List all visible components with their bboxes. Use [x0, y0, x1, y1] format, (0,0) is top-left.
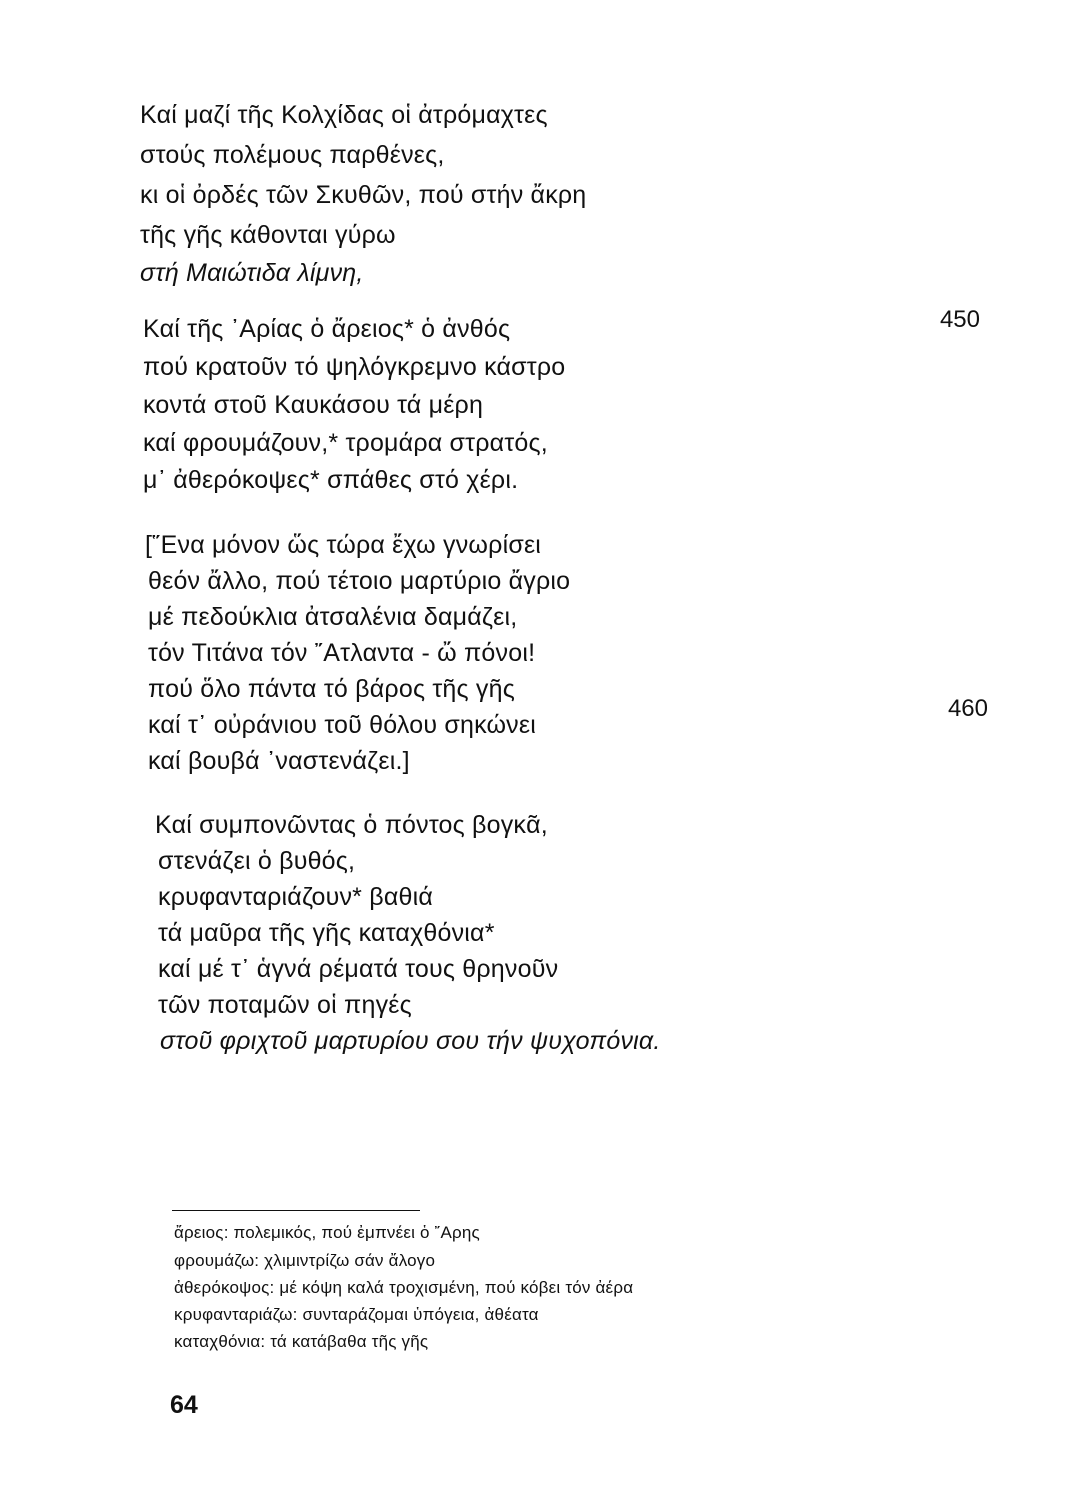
verse-line: πού ὅλο πάντα τό βάρος τῆς γῆς: [148, 675, 515, 703]
verse-line: στοῦ φριχτοῦ μαρτυρίου σου τήν ψυχοπόνια.: [160, 1027, 661, 1055]
verse-line: στενάζει ὁ βυθός,: [158, 847, 356, 875]
verse-line: καί μέ τ᾿ ἁγνά ρέματά τους θρηνοῦν: [158, 955, 559, 983]
verse-line: τά μαῦρα τῆς γῆς καταχθόνια*: [158, 919, 495, 947]
verse-line: καί φρουμάζουν,* τρομάρα στρατός,: [143, 429, 548, 457]
footnote: ἄρειος: πολεμικός, πού ἐμπνέει ὁ ῎Αρης: [174, 1223, 480, 1242]
verse-line: τῶν ποταμῶν οἱ πηγές: [158, 991, 412, 1019]
footnote: ἀθερόκοψος: μέ κόψη καλά τροχισμένη, πού κόβει τόν ἀέρα: [174, 1278, 634, 1297]
verse-line: τῆς γῆς κάθονται γύρω: [140, 221, 396, 249]
verse-line: θεόν ἄλλο, πού τέτοιο μαρτύριο ἄγριο: [148, 567, 571, 595]
verse-line: κοντά στοῦ Καυκάσου τά μέρη: [143, 391, 484, 419]
verse-line: Καί συμπονῶντας ὁ πόντος βογκᾶ,: [155, 811, 548, 839]
footnote-rule: [172, 1210, 420, 1211]
verse-line: καί τ᾿ οὐράνιου τοῦ θόλου σηκώνει: [148, 711, 536, 739]
verse-line: στούς πολέμους παρθένες,: [140, 141, 445, 169]
verse-line: τόν Τιτάνα τόν ῎Ατλαντα - ὤ πόνοι!: [148, 639, 536, 667]
footnote: καταχθόνια: τά κατάβαθα τῆς γῆς: [174, 1332, 429, 1351]
verse-line: Καί τῆς ᾿Αρίας ὁ ἄρειος* ὁ ἀνθός: [143, 315, 511, 343]
page-number: 64: [170, 1391, 198, 1419]
footnote: φρουμάζω: χλιμιντρίζω σάν ἄλογο: [174, 1251, 436, 1270]
line-number: 450: [939, 306, 980, 333]
verse-line: στή Μαιώτιδα λίμνη,: [140, 259, 364, 287]
verse-line: κι οἱ ὀρδές τῶν Σκυθῶν, πού στήν ἄκρη: [140, 181, 587, 209]
verse-line: μ᾿ ἀθερόκοψες* σπάθες στό χέρι.: [143, 466, 519, 494]
verse-line: Καί μαζί τῆς Κολχίδας οἱ ἀτρόμαχτες: [140, 101, 548, 129]
verse-line: [῞Ενα μόνον ὥς τώρα ἔχω γνωρίσει: [145, 531, 542, 559]
line-number: 460: [947, 695, 988, 722]
verse-line: πού κρατοῦν τό ψηλόγκρεμνο κάστρο: [143, 353, 566, 381]
verse-line: κρυφανταριάζουν* βαθιά: [158, 883, 434, 911]
verse-line: μέ πεδούκλια ἀτσαλένια δαμάζει,: [148, 603, 518, 631]
verse-line: καί βουβά ᾿ναστενάζει.]: [148, 747, 410, 775]
footnote: κρυφανταριάζω: συνταράζομαι ὑπόγεια, ἀθέατα: [174, 1305, 539, 1324]
